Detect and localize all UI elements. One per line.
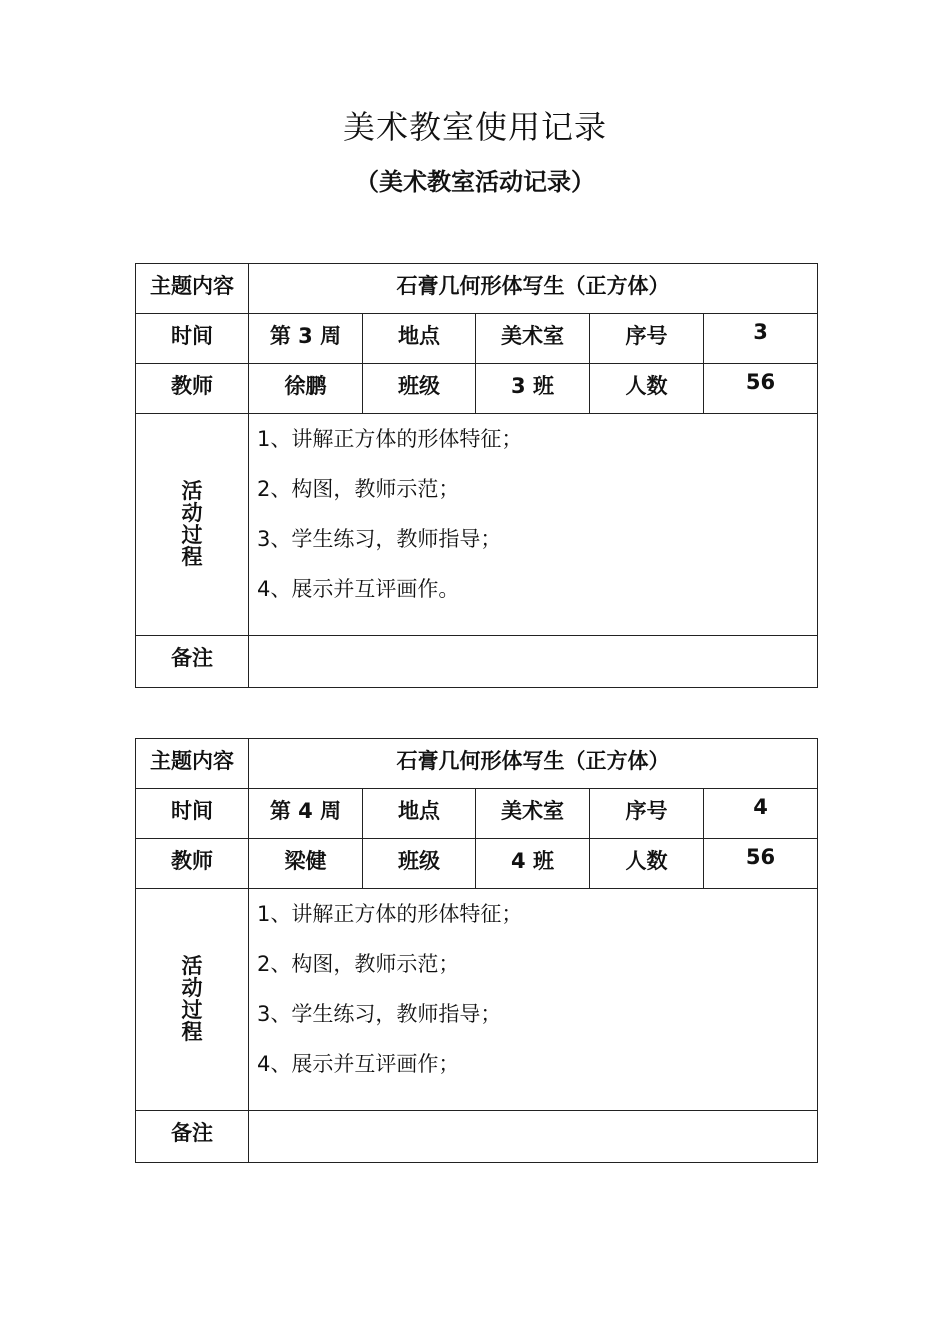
record-table-2 — [135, 738, 818, 1163]
remarks-label: 备注 — [171, 1121, 213, 1145]
topic-value: 石膏几何形体写生（正方体） — [396, 274, 670, 298]
process-step: 4、展示并互评画作； — [257, 1052, 460, 1076]
page-title: 美术教室使用记录 — [342, 108, 607, 146]
serial-value: 4 — [753, 795, 768, 819]
serial-label: 序号 — [625, 799, 668, 823]
process-step: 2、构图，教师示范； — [257, 952, 460, 976]
class-label: 班级 — [398, 849, 440, 873]
remarks-label: 备注 — [171, 646, 213, 670]
process-step: 1、讲解正方体的形体特征； — [257, 902, 523, 926]
topic-label-cell — [136, 739, 249, 789]
class-value: 4 班 — [511, 849, 554, 873]
teacher-value: 徐鹏 — [284, 374, 327, 398]
topic-value-cell — [249, 739, 818, 789]
class-value: 3 班 — [511, 374, 554, 398]
topic-label: 主题内容 — [150, 274, 234, 298]
process-label: 活动过程 — [181, 954, 203, 1044]
place-value: 美术室 — [501, 324, 564, 348]
time-label: 时间 — [171, 324, 213, 348]
place-label: 地点 — [398, 799, 440, 823]
class-label: 班级 — [398, 374, 440, 398]
week-value: 第 4 周 — [269, 799, 342, 823]
process-step: 1、讲解正方体的形体特征； — [257, 427, 523, 451]
count-value: 56 — [745, 370, 776, 394]
process-step: 2、构图，教师示范； — [257, 477, 460, 501]
serial-value: 3 — [753, 320, 768, 344]
record-table-1 — [135, 263, 818, 688]
process-step: 3、学生练习，教师指导； — [257, 527, 502, 551]
topic-label-cell — [136, 264, 249, 314]
place-value: 美术室 — [501, 799, 564, 823]
teacher-value: 梁健 — [284, 849, 327, 873]
process-label: 活动过程 — [181, 479, 203, 569]
place-label: 地点 — [398, 324, 440, 348]
teacher-label: 教师 — [171, 374, 213, 398]
week-value: 第 3 周 — [269, 324, 342, 348]
page-subtitle: （美术教室活动记录） — [355, 168, 595, 196]
process-step: 4、展示并互评画作。 — [257, 577, 460, 601]
process-label-cell — [136, 414, 249, 636]
time-label: 时间 — [171, 799, 213, 823]
process-label-cell — [136, 889, 249, 1111]
remarks-value — [249, 1111, 818, 1163]
count-label: 人数 — [625, 849, 668, 873]
teacher-label: 教师 — [171, 849, 213, 873]
process-step: 3、学生练习，教师指导； — [257, 1002, 502, 1026]
remarks-value — [249, 636, 818, 688]
topic-label: 主题内容 — [150, 749, 234, 773]
count-value: 56 — [745, 845, 776, 869]
count-label: 人数 — [625, 374, 668, 398]
topic-value: 石膏几何形体写生（正方体） — [396, 749, 670, 773]
topic-value-cell — [249, 264, 818, 314]
process-steps — [249, 889, 818, 1111]
serial-label: 序号 — [625, 324, 668, 348]
process-steps — [249, 414, 818, 636]
